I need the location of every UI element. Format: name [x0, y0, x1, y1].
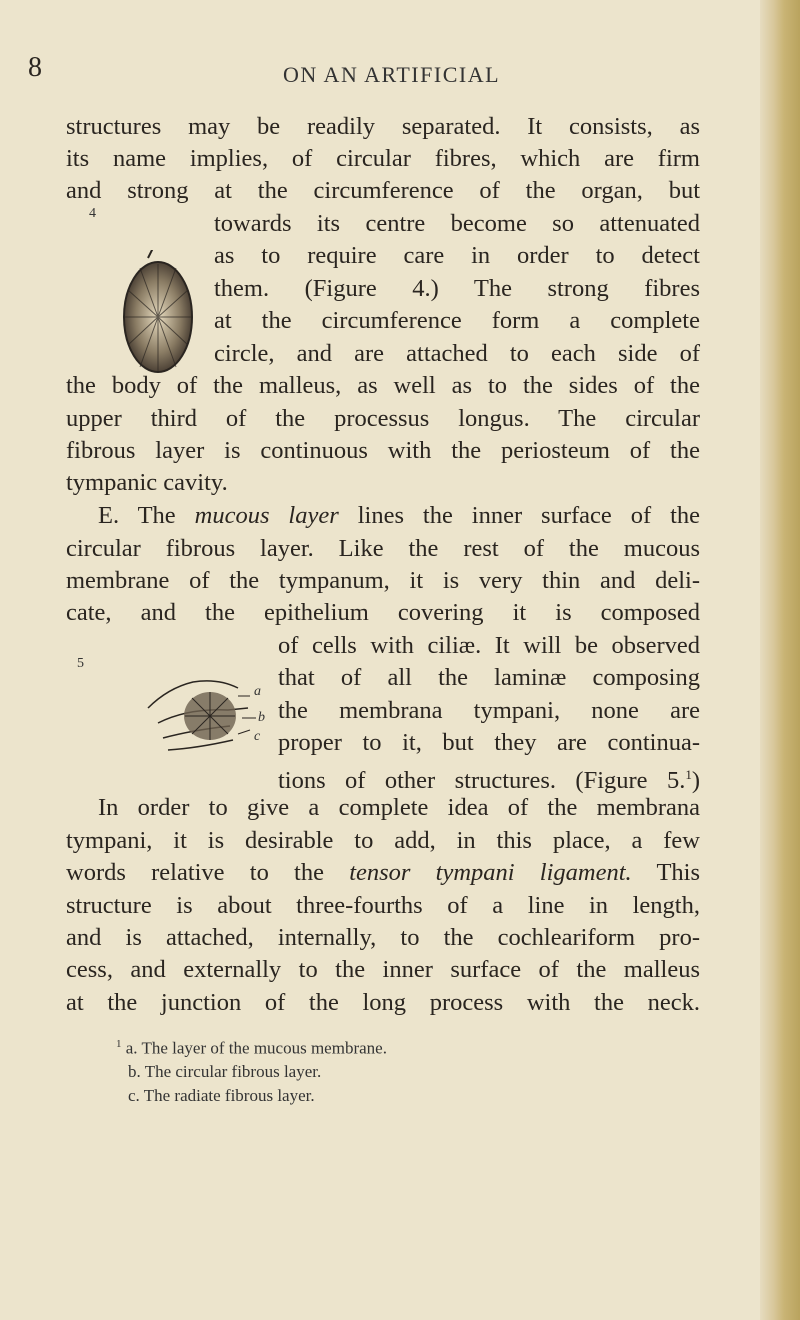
text-line: of cells with ciliæ. It will be observed — [278, 632, 700, 659]
figure-5-label: 5 — [77, 656, 84, 671]
italic-term-tensor-ligament: tensor tympani ligament. — [349, 859, 632, 886]
page-edge — [760, 0, 800, 1320]
footnote-ref: 1 — [685, 767, 692, 782]
text-line: proper to it, but they are continua- — [278, 729, 700, 756]
text-line: and strong at the circumference of the organ, but — [66, 177, 700, 204]
italic-term-mucous-layer: mucous layer — [194, 502, 339, 529]
footnote-a: $^1$ a. The layer of the mucous membrane. — [116, 1038, 387, 1058]
page-number: 8 — [28, 52, 42, 83]
text-line: at the junction of the long process with the neck. — [66, 989, 700, 1016]
text-line: membrane of the tympanum, it is very thin and deli- — [66, 567, 700, 594]
footnote-marker: 1 — [116, 1038, 122, 1050]
text-line: its name implies, of circular fibres, which are firm — [66, 145, 700, 172]
footnote-b: b. The circular fibrous layer. — [128, 1062, 322, 1081]
text-line: circular fibrous layer. Like the rest of the mucous — [66, 535, 700, 562]
text-line-tensor: words relative to the tensor tympani ligament. This — [66, 859, 701, 886]
text-line: circle, and are attached to each side of — [214, 340, 700, 367]
running-head: ON AN ARTIFICIAL — [283, 62, 501, 87]
figure-5-letter-a: a — [254, 684, 261, 699]
text-line: fibrous layer is continuous with the periosteum of the — [66, 437, 700, 464]
text-line: the body of the malleus, as well as to the sides of the — [66, 372, 700, 399]
text-line: tympani, it is desirable to add, in this place, a few — [66, 827, 700, 854]
text-line: upper third of the processus longus. The circular — [66, 405, 700, 432]
text-line: at the circumference form a complete — [214, 307, 700, 334]
text-line: towards its centre become so attenuated — [214, 210, 700, 237]
text-line: cate, and the epithelium covering it is composed — [66, 599, 700, 626]
text-line: cess, and externally to the inner surface of the malleus — [66, 956, 700, 983]
figure-4-label: 4 — [89, 206, 96, 221]
figure-5-letter-c: c — [254, 729, 261, 744]
figure-5-illustration — [138, 668, 278, 768]
text-line: structure is about three-fourths of a line in length, — [66, 892, 700, 919]
figure-4-illustration — [118, 250, 198, 380]
text-line: as to require care in order to detect — [214, 242, 700, 269]
footnote-c: c. The radiate fibrous layer. — [128, 1086, 315, 1105]
text-line: In order to give a complete idea of the membrana — [98, 794, 700, 821]
text-line: tympanic cavity. — [66, 469, 228, 496]
text-line-mucous-layer: E. The mucous layer lines the inner surface of the — [98, 502, 700, 529]
text-line: the membrana tympani, none are — [278, 697, 700, 724]
text-line-figure5-ref: tions of other structures. (Figure 5.$^1$) — [278, 767, 700, 795]
figure-5-letter-b: b — [258, 710, 265, 725]
text-line: them. (Figure 4.) The strong fibres — [214, 275, 700, 302]
text-line: and is attached, internally, to the cochleariform pro- — [66, 924, 700, 951]
text-line: structures may be readily separated. It consists, as — [66, 113, 700, 140]
text-line: that of all the laminæ composing — [278, 664, 700, 691]
